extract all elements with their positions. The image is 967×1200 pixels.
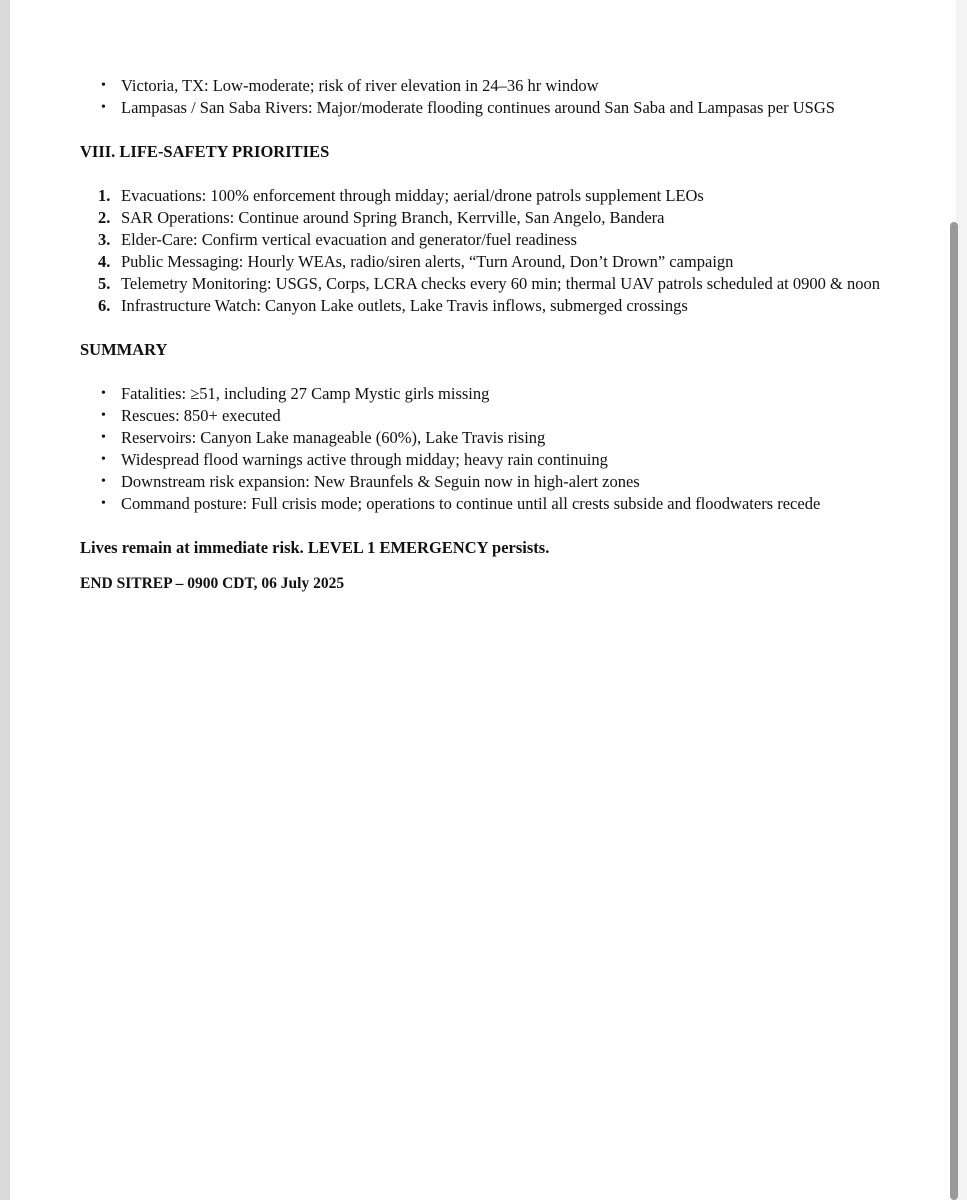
section-heading-life-safety: VIII. LIFE-SAFETY PRIORITIES (80, 142, 330, 161)
item-number: 1. (98, 186, 111, 205)
list-item (80, 229, 880, 251)
list-item (80, 295, 880, 317)
list-item (80, 251, 880, 273)
list-item: • Rescues: 850+ executed (80, 405, 880, 427)
item-number: 2. (98, 208, 111, 227)
list-item: • Widespread flood warnings active through midday; heavy rain continuing (80, 449, 880, 471)
item-number: 4. (98, 252, 111, 271)
list-item (80, 207, 880, 229)
list-item: • Reservoirs: Canyon Lake manageable (60%), Lake Travis rising (80, 427, 880, 449)
list-item: • Victoria, TX: Low-moderate; risk of river elevation in 24–36 hr window (80, 75, 880, 97)
viewer-left-border (0, 0, 10, 1200)
scrollbar-thumb[interactable] (950, 222, 958, 1200)
list-item (80, 185, 880, 207)
list-item: • Fatalities: ≥51, including 27 Camp Mystic girls missing (80, 383, 880, 405)
section-heading-summary: SUMMARY (80, 340, 168, 359)
item-text: Infrastructure Watch: Canyon Lake outlets, Lake Travis inflows, submerged crossings (121, 296, 688, 315)
list-item: • Lampasas / San Saba Rivers: Major/moderate flooding continues around San Saba and Lampasas per USGS (80, 97, 880, 119)
item-text: Evacuations: 100% enforcement through midday; aerial/drone patrols supplement LEOs (121, 186, 704, 205)
item-text: Elder-Care: Confirm vertical evacuation and generator/fuel readiness (121, 230, 577, 249)
item-text: Telemetry Monitoring: USGS, Corps, LCRA checks every 60 min; thermal UAV patrols scheduled at 0900 & noon (121, 274, 880, 293)
list-item: • Command posture: Full crisis mode; operations to continue until all crests subside and floodwaters recede (80, 493, 880, 515)
item-text: Public Messaging: Hourly WEAs, radio/siren alerts, “Turn Around, Don’t Drown” campaign (121, 252, 734, 271)
item-number: 3. (98, 230, 111, 249)
summary-list (80, 383, 880, 515)
document-content (80, 75, 880, 595)
list-item: • Downstream risk expansion: New Braunfels & Seguin now in high-alert zones (80, 471, 880, 493)
item-number: 6. (98, 296, 111, 315)
end-sitrep-line: END SITREP – 0900 CDT, 06 July 2025 (80, 575, 345, 592)
item-number: 5. (98, 274, 111, 293)
life-safety-priorities-list (80, 185, 880, 317)
list-item (80, 273, 880, 295)
top-bullet-list (80, 75, 880, 119)
closing-statement: Lives remain at immediate risk. LEVEL 1 EMERGENCY persists. (80, 538, 550, 557)
item-text: SAR Operations: Continue around Spring Branch, Kerrville, San Angelo, Bandera (121, 208, 665, 227)
